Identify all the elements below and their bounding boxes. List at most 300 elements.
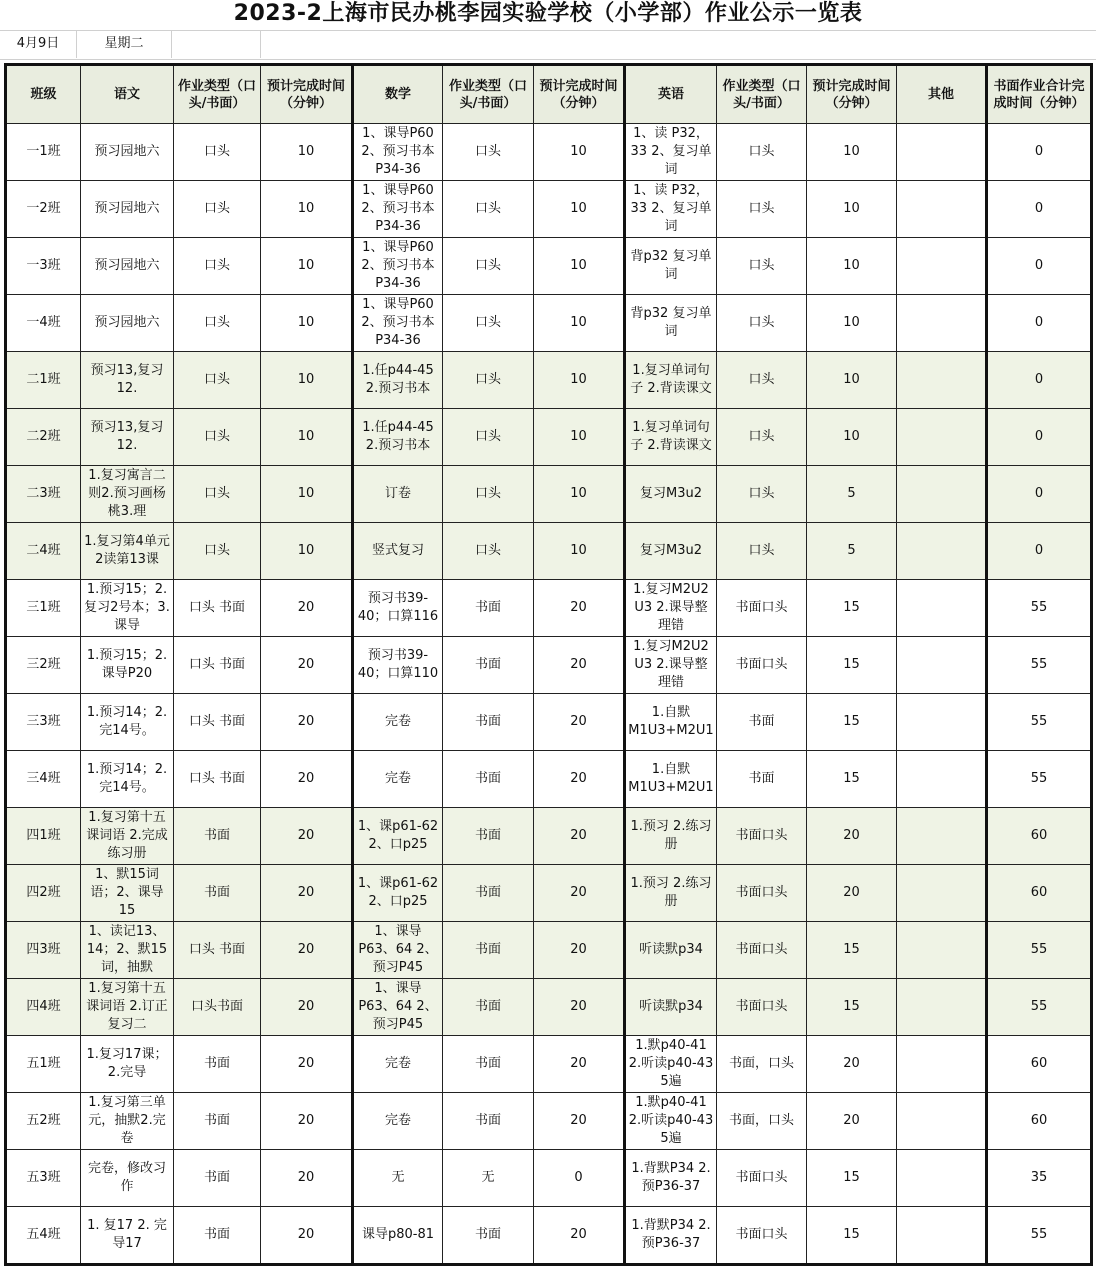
total-cell[interactable] — [987, 352, 1092, 409]
chinese-type-cell[interactable] — [174, 979, 261, 1036]
class-cell[interactable] — [6, 865, 81, 922]
math-type-cell[interactable] — [443, 1093, 534, 1150]
english-type-cell[interactable] — [717, 1093, 807, 1150]
english-type-cell[interactable] — [717, 523, 807, 580]
math-time-cell-text: 20 — [570, 600, 587, 615]
class-cell[interactable] — [6, 1093, 81, 1150]
other-cell[interactable] — [897, 694, 987, 751]
english-cell-text: 1.复习单词句子 2.背读课文 — [630, 363, 712, 396]
math-cell[interactable] — [353, 865, 443, 922]
chinese-cell[interactable] — [81, 352, 174, 409]
class-cell-text: 五4班 — [26, 1227, 61, 1242]
class-cell[interactable] — [6, 922, 81, 979]
english-time-cell[interactable] — [807, 751, 897, 808]
math-cell[interactable] — [353, 808, 443, 865]
english-cell[interactable] — [625, 523, 717, 580]
chinese-type-cell[interactable] — [174, 1150, 261, 1207]
math-type-cell[interactable] — [443, 124, 534, 181]
class-cell-text: 二2班 — [26, 429, 61, 444]
class-cell[interactable] — [6, 295, 81, 352]
english-type-cell[interactable] — [717, 124, 807, 181]
math-time-cell[interactable] — [534, 238, 625, 295]
chinese-type-cell[interactable] — [174, 580, 261, 637]
class-cell[interactable] — [6, 238, 81, 295]
chinese-time-cell[interactable] — [261, 637, 353, 694]
other-cell[interactable] — [897, 124, 987, 181]
math-type-cell-text: 无 — [481, 1170, 495, 1185]
math-cell[interactable] — [353, 1093, 443, 1150]
math-type-cell[interactable] — [443, 865, 534, 922]
other-cell[interactable] — [897, 637, 987, 694]
chinese-cell[interactable] — [81, 181, 174, 238]
class-cell[interactable] — [6, 523, 81, 580]
math-cell[interactable] — [353, 466, 443, 523]
math-time-cell[interactable] — [534, 922, 625, 979]
math-time-cell-text: 10 — [570, 372, 587, 387]
other-cell[interactable] — [897, 352, 987, 409]
chinese-type-cell[interactable] — [174, 295, 261, 352]
math-time-cell[interactable] — [534, 523, 625, 580]
chinese-cell[interactable] — [81, 580, 174, 637]
total-cell[interactable] — [987, 409, 1092, 466]
chinese-time-cell[interactable] — [261, 523, 353, 580]
chinese-type-cell[interactable] — [174, 694, 261, 751]
english-cell[interactable] — [625, 124, 717, 181]
math-time-cell[interactable] — [534, 580, 625, 637]
chinese-type-cell[interactable] — [174, 865, 261, 922]
math-type-cell-text: 口头 — [474, 543, 501, 558]
other-cell[interactable] — [897, 1036, 987, 1093]
math-type-cell[interactable] — [443, 238, 534, 295]
math-cell[interactable] — [353, 580, 443, 637]
chinese-time-cell[interactable] — [261, 352, 353, 409]
total-cell[interactable] — [987, 1207, 1092, 1265]
english-time-cell[interactable] — [807, 523, 897, 580]
english-type-cell[interactable] — [717, 238, 807, 295]
class-cell-text: 三4班 — [26, 771, 61, 786]
chinese-time-cell[interactable] — [261, 922, 353, 979]
chinese-type-cell[interactable] — [174, 466, 261, 523]
english-type-cell[interactable] — [717, 580, 807, 637]
class-cell[interactable] — [6, 124, 81, 181]
chinese-cell[interactable] — [81, 238, 174, 295]
english-time-cell[interactable] — [807, 637, 897, 694]
english-type-cell[interactable] — [717, 1036, 807, 1093]
chinese-time-cell[interactable] — [261, 1207, 353, 1265]
chinese-cell[interactable] — [81, 808, 174, 865]
math-type-cell[interactable] — [443, 295, 534, 352]
chinese-time-cell[interactable] — [261, 1150, 353, 1207]
other-cell[interactable] — [897, 1207, 987, 1265]
english-cell[interactable] — [625, 922, 717, 979]
english-cell[interactable] — [625, 865, 717, 922]
math-cell[interactable] — [353, 238, 443, 295]
table-row — [6, 409, 1092, 466]
chinese-type-cell-text: 书面 — [203, 1113, 230, 1128]
chinese-type-cell[interactable] — [174, 181, 261, 238]
total-cell[interactable] — [987, 922, 1092, 979]
chinese-type-cell[interactable] — [174, 523, 261, 580]
other-cell[interactable] — [897, 922, 987, 979]
total-cell[interactable] — [987, 637, 1092, 694]
chinese-time-cell-text: 20 — [297, 771, 315, 786]
math-cell[interactable] — [353, 1207, 443, 1265]
chinese-type-cell-text: 口头 — [203, 201, 230, 216]
chinese-time-cell-text: 20 — [297, 885, 315, 900]
chinese-type-cell[interactable] — [174, 1207, 261, 1265]
chinese-cell[interactable] — [81, 295, 174, 352]
math-cell[interactable] — [353, 124, 443, 181]
chinese-time-cell[interactable] — [261, 751, 353, 808]
chinese-time-cell[interactable] — [261, 466, 353, 523]
english-cell[interactable] — [625, 580, 717, 637]
chinese-type-cell-text: 口头 书面 — [188, 771, 246, 786]
english-cell[interactable] — [625, 637, 717, 694]
english-type-cell[interactable] — [717, 865, 807, 922]
english-type-cell[interactable] — [717, 295, 807, 352]
math-time-cell-text: 20 — [570, 999, 587, 1014]
english-type-cell-text: 书面口头 — [735, 1170, 788, 1185]
total-cell-text: 55 — [1030, 714, 1048, 729]
other-cell[interactable] — [897, 295, 987, 352]
english-cell[interactable] — [625, 694, 717, 751]
header-english-time: 预计完成时间（分钟） — [807, 65, 897, 124]
class-cell[interactable] — [6, 808, 81, 865]
math-cell-text: 完卷 — [384, 1113, 411, 1128]
class-cell[interactable] — [6, 751, 81, 808]
english-time-cell-text: 10 — [843, 201, 860, 216]
english-cell[interactable] — [625, 1093, 717, 1150]
other-cell[interactable] — [897, 1093, 987, 1150]
math-type-cell[interactable] — [443, 580, 534, 637]
other-cell[interactable] — [897, 751, 987, 808]
english-type-cell[interactable] — [717, 922, 807, 979]
total-cell[interactable] — [987, 523, 1092, 580]
math-cell-text: 1、课导P63、64 2、预习P45 — [358, 924, 438, 975]
weekday-cell[interactable] — [77, 30, 172, 58]
chinese-cell[interactable] — [81, 694, 174, 751]
class-cell[interactable] — [6, 637, 81, 694]
math-time-cell[interactable] — [534, 124, 625, 181]
chinese-type-cell[interactable] — [174, 922, 261, 979]
math-time-cell[interactable] — [534, 1093, 625, 1150]
total-cell[interactable] — [987, 751, 1092, 808]
chinese-time-cell[interactable] — [261, 808, 353, 865]
english-cell[interactable] — [625, 181, 717, 238]
total-cell[interactable] — [987, 124, 1092, 181]
math-type-cell[interactable] — [443, 979, 534, 1036]
other-cell[interactable] — [897, 409, 987, 466]
chinese-type-cell[interactable] — [174, 751, 261, 808]
total-cell-text: 60 — [1030, 1056, 1048, 1071]
math-time-cell[interactable] — [534, 181, 625, 238]
math-time-cell[interactable] — [534, 637, 625, 694]
english-type-cell[interactable] — [717, 466, 807, 523]
math-type-cell[interactable] — [443, 352, 534, 409]
english-time-cell-text: 10 — [843, 315, 860, 330]
math-time-cell-text: 20 — [570, 714, 587, 729]
class-cell[interactable] — [6, 409, 81, 466]
math-cell[interactable] — [353, 523, 443, 580]
english-type-cell-text: 书面口头 — [735, 600, 788, 615]
math-type-cell-text: 口头 — [474, 258, 501, 273]
math-cell[interactable] — [353, 409, 443, 466]
chinese-cell-text: 1.预习14；2.完14号。 — [86, 705, 168, 738]
english-type-cell-text: 口头 — [748, 201, 775, 216]
math-type-cell[interactable] — [443, 466, 534, 523]
math-cell[interactable] — [353, 922, 443, 979]
math-cell-text: 1、课p61-62 2、口p25 — [357, 876, 439, 909]
chinese-cell[interactable] — [81, 409, 174, 466]
total-cell[interactable] — [987, 1150, 1092, 1207]
chinese-cell[interactable] — [81, 922, 174, 979]
chinese-time-cell[interactable] — [261, 409, 353, 466]
english-type-cell[interactable] — [717, 694, 807, 751]
total-cell[interactable] — [987, 808, 1092, 865]
chinese-cell[interactable] — [81, 124, 174, 181]
math-type-cell[interactable] — [443, 808, 534, 865]
math-type-cell[interactable] — [443, 181, 534, 238]
total-cell[interactable] — [987, 580, 1092, 637]
math-type-cell-text: 书面 — [474, 1056, 501, 1071]
english-cell[interactable] — [625, 409, 717, 466]
chinese-type-cell-text: 书面 — [203, 1227, 230, 1242]
chinese-time-cell[interactable] — [261, 181, 353, 238]
math-cell[interactable] — [353, 295, 443, 352]
class-cell[interactable] — [6, 466, 81, 523]
english-type-cell[interactable] — [717, 1150, 807, 1207]
chinese-type-cell[interactable] — [174, 124, 261, 181]
table-row — [6, 466, 1092, 523]
math-time-cell-text: 20 — [570, 657, 587, 672]
chinese-cell[interactable] — [81, 523, 174, 580]
total-cell-text: 60 — [1030, 828, 1048, 843]
table-row — [6, 979, 1092, 1036]
table-row — [6, 580, 1092, 637]
total-cell[interactable] — [987, 1036, 1092, 1093]
other-cell[interactable] — [897, 808, 987, 865]
chinese-type-cell[interactable] — [174, 409, 261, 466]
chinese-type-cell[interactable] — [174, 352, 261, 409]
chinese-cell[interactable] — [81, 1093, 174, 1150]
chinese-time-cell[interactable] — [261, 238, 353, 295]
math-type-cell-text: 口头 — [474, 144, 501, 159]
chinese-cell[interactable] — [81, 466, 174, 523]
english-type-cell[interactable] — [717, 808, 807, 865]
math-type-cell-text: 书面 — [474, 1113, 501, 1128]
chinese-type-cell[interactable] — [174, 1093, 261, 1150]
other-cell[interactable] — [897, 1150, 987, 1207]
total-cell[interactable] — [987, 466, 1092, 523]
english-type-cell[interactable] — [717, 409, 807, 466]
other-cell[interactable] — [897, 865, 987, 922]
class-cell[interactable] — [6, 580, 81, 637]
english-time-cell[interactable] — [807, 409, 897, 466]
chinese-time-cell[interactable] — [261, 295, 353, 352]
english-cell[interactable] — [625, 295, 717, 352]
chinese-type-cell[interactable] — [174, 1036, 261, 1093]
class-cell-text: 一3班 — [26, 258, 61, 273]
english-type-cell[interactable] — [717, 1207, 807, 1265]
english-cell[interactable] — [625, 979, 717, 1036]
english-time-cell[interactable] — [807, 1093, 897, 1150]
math-time-cell[interactable] — [534, 1207, 625, 1265]
chinese-time-cell[interactable] — [261, 1093, 353, 1150]
chinese-cell[interactable] — [81, 865, 174, 922]
other-cell[interactable] — [897, 466, 987, 523]
math-time-cell[interactable] — [534, 751, 625, 808]
math-time-cell-text: 10 — [570, 258, 587, 273]
chinese-cell[interactable] — [81, 751, 174, 808]
chinese-cell-text: 1、读记13、14；2、默15词，抽默 — [86, 924, 168, 975]
chinese-type-cell-text: 口头书面 — [190, 999, 243, 1014]
english-time-cell[interactable] — [807, 124, 897, 181]
math-type-cell[interactable] — [443, 1036, 534, 1093]
math-cell[interactable] — [353, 979, 443, 1036]
chinese-type-cell-text: 口头 — [203, 315, 230, 330]
english-time-cell-text: 15 — [843, 1170, 860, 1185]
chinese-type-cell[interactable] — [174, 808, 261, 865]
class-cell[interactable] — [6, 1036, 81, 1093]
english-type-cell[interactable] — [717, 751, 807, 808]
total-cell[interactable] — [987, 1093, 1092, 1150]
chinese-time-cell[interactable] — [261, 1036, 353, 1093]
math-type-cell[interactable] — [443, 637, 534, 694]
total-cell[interactable] — [987, 865, 1092, 922]
chinese-time-cell[interactable] — [261, 979, 353, 1036]
english-time-cell[interactable] — [807, 580, 897, 637]
english-cell[interactable] — [625, 466, 717, 523]
math-time-cell[interactable] — [534, 1036, 625, 1093]
chinese-cell[interactable] — [81, 637, 174, 694]
english-cell[interactable] — [625, 238, 717, 295]
class-cell[interactable] — [6, 1207, 81, 1265]
chinese-cell[interactable] — [81, 1036, 174, 1093]
math-cell[interactable] — [353, 637, 443, 694]
math-time-cell[interactable] — [534, 466, 625, 523]
english-time-cell[interactable] — [807, 181, 897, 238]
math-type-cell[interactable] — [443, 1207, 534, 1265]
english-cell[interactable] — [625, 751, 717, 808]
math-type-cell[interactable] — [443, 1150, 534, 1207]
total-cell[interactable] — [987, 181, 1092, 238]
total-cell[interactable] — [987, 295, 1092, 352]
chinese-cell[interactable] — [81, 1150, 174, 1207]
english-time-cell-text: 15 — [843, 1227, 860, 1242]
chinese-time-cell[interactable] — [261, 694, 353, 751]
english-time-cell[interactable] — [807, 238, 897, 295]
english-time-cell[interactable] — [807, 865, 897, 922]
other-cell[interactable] — [897, 181, 987, 238]
class-cell[interactable] — [6, 352, 81, 409]
math-time-cell-text: 20 — [570, 1056, 587, 1071]
english-type-cell-text: 口头 — [748, 258, 775, 273]
other-cell[interactable] — [897, 580, 987, 637]
chinese-type-cell[interactable] — [174, 238, 261, 295]
english-time-cell[interactable] — [807, 922, 897, 979]
english-time-cell[interactable] — [807, 979, 897, 1036]
date-cell[interactable] — [0, 30, 77, 58]
math-time-cell[interactable] — [534, 409, 625, 466]
english-type-cell[interactable] — [717, 352, 807, 409]
math-cell[interactable] — [353, 1150, 443, 1207]
total-cell-text: 55 — [1030, 1227, 1048, 1242]
math-time-cell-text: 10 — [570, 486, 587, 501]
date-label: 4月9日 — [16, 36, 60, 51]
chinese-time-cell[interactable] — [261, 580, 353, 637]
chinese-type-cell[interactable] — [174, 637, 261, 694]
total-cell[interactable] — [987, 694, 1092, 751]
english-cell[interactable] — [625, 1207, 717, 1265]
math-time-cell[interactable] — [534, 865, 625, 922]
chinese-cell-text: 完卷，修改习作 — [87, 1161, 166, 1194]
class-cell[interactable] — [6, 694, 81, 751]
chinese-time-cell[interactable] — [261, 124, 353, 181]
english-time-cell[interactable] — [807, 694, 897, 751]
chinese-time-cell-text: 20 — [297, 828, 315, 843]
math-type-cell[interactable] — [443, 409, 534, 466]
english-time-cell[interactable] — [807, 352, 897, 409]
math-type-cell[interactable] — [443, 694, 534, 751]
total-cell[interactable] — [987, 238, 1092, 295]
other-cell[interactable] — [897, 523, 987, 580]
math-type-cell[interactable] — [443, 922, 534, 979]
english-time-cell[interactable] — [807, 295, 897, 352]
math-time-cell[interactable] — [534, 979, 625, 1036]
chinese-cell[interactable] — [81, 979, 174, 1036]
other-cell[interactable] — [897, 979, 987, 1036]
class-cell[interactable] — [6, 979, 81, 1036]
math-cell[interactable] — [353, 181, 443, 238]
english-time-cell[interactable] — [807, 1150, 897, 1207]
total-cell[interactable] — [987, 979, 1092, 1036]
english-cell-text: 听读默p34 — [639, 942, 703, 957]
header-row — [6, 65, 1092, 124]
chinese-time-cell[interactable] — [261, 865, 353, 922]
english-type-cell[interactable] — [717, 181, 807, 238]
english-time-cell[interactable] — [807, 1036, 897, 1093]
math-cell[interactable] — [353, 694, 443, 751]
english-cell[interactable] — [625, 1150, 717, 1207]
math-time-cell[interactable] — [534, 295, 625, 352]
english-cell[interactable] — [625, 352, 717, 409]
class-cell[interactable] — [6, 1150, 81, 1207]
math-time-cell[interactable] — [534, 352, 625, 409]
math-time-cell[interactable] — [534, 1150, 625, 1207]
english-time-cell[interactable] — [807, 466, 897, 523]
class-cell[interactable] — [6, 181, 81, 238]
math-type-cell[interactable] — [443, 751, 534, 808]
math-time-cell[interactable] — [534, 808, 625, 865]
math-type-cell[interactable] — [443, 523, 534, 580]
english-cell[interactable] — [625, 808, 717, 865]
english-cell[interactable] — [625, 1036, 717, 1093]
english-time-cell[interactable] — [807, 1207, 897, 1265]
english-type-cell[interactable] — [717, 979, 807, 1036]
chinese-cell-text: 预习园地六 — [94, 315, 160, 330]
math-cell[interactable] — [353, 1036, 443, 1093]
total-cell-text: 0 — [1034, 258, 1044, 273]
english-time-cell[interactable] — [807, 808, 897, 865]
chinese-cell[interactable] — [81, 1207, 174, 1265]
english-time-cell-text: 10 — [843, 144, 860, 159]
math-cell[interactable] — [353, 751, 443, 808]
english-type-cell[interactable] — [717, 637, 807, 694]
math-time-cell[interactable] — [534, 694, 625, 751]
math-cell[interactable] — [353, 352, 443, 409]
other-cell[interactable] — [897, 238, 987, 295]
math-time-cell-text: 10 — [570, 315, 587, 330]
